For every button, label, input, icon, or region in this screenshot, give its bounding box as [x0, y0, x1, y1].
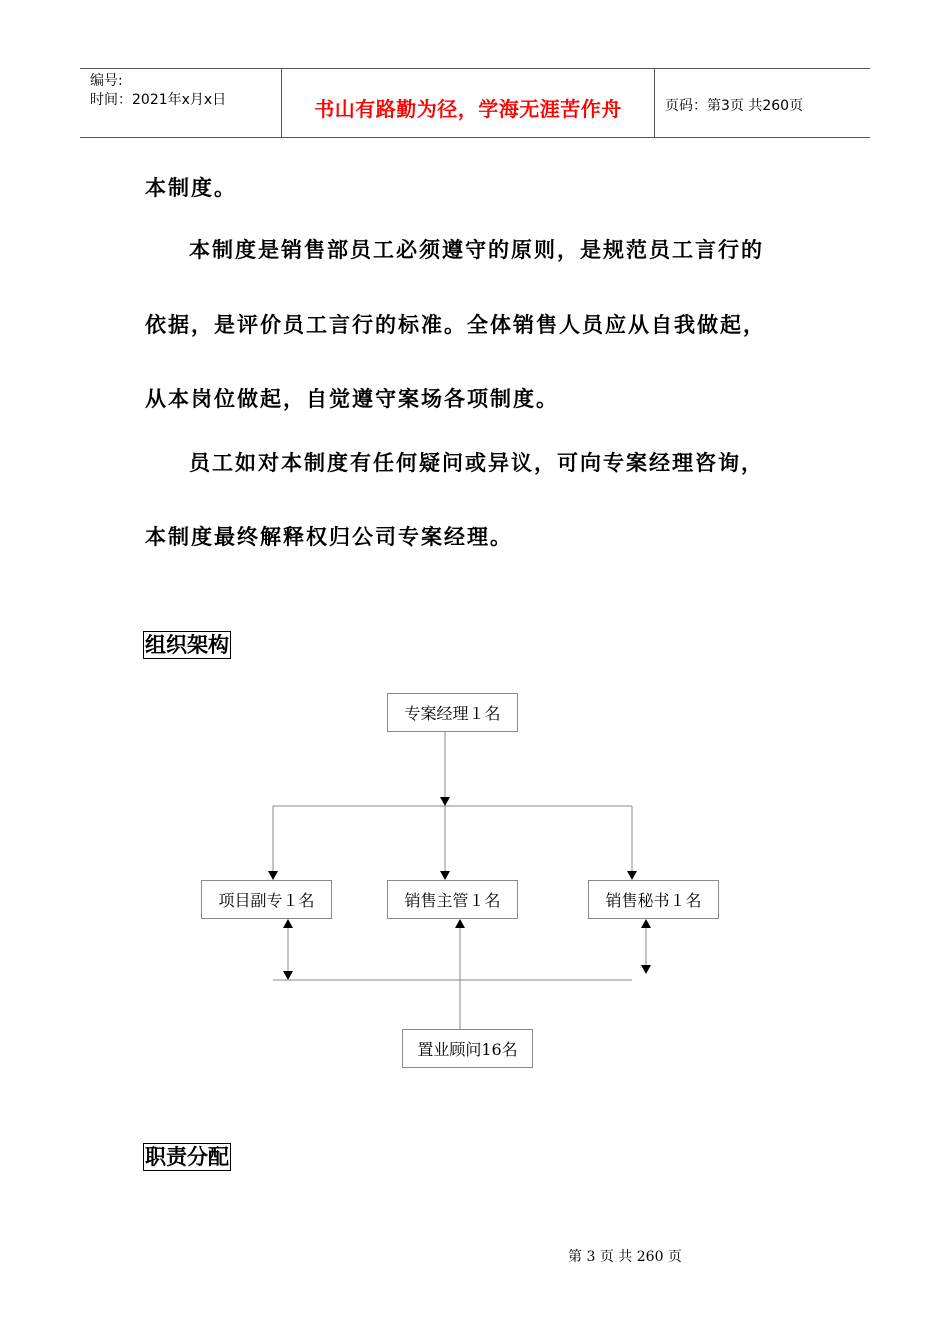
section-heading-duty: 职责分配 — [145, 1145, 229, 1169]
page-footer: 第 3 页 共 260 页 — [568, 1249, 682, 1265]
org-box-sales-supervisor: 销售主管１名 — [387, 880, 518, 919]
org-box-project-manager: 专案经理１名 — [387, 693, 518, 732]
header-page-info: 页码：第3页 共260页 — [665, 98, 804, 114]
header-motto: 书山有路勤为径，学海无涯苦作舟 — [314, 97, 622, 121]
doc-time-label: 时间：2021年x月x日 — [90, 92, 227, 108]
paragraph-line-4: 从本岗位做起，自觉遵守案场各项制度。 — [145, 387, 559, 411]
paragraph-line-5: 员工如对本制度有任何疑问或异议，可向专案经理咨询， — [189, 451, 764, 475]
paragraph-line-2: 本制度是销售部员工必须遵守的原则，是规范员工言行的 — [189, 238, 764, 262]
paragraph-line-3: 依据，是评价员工言行的标准。全体销售人员应从自我做起， — [145, 313, 766, 337]
org-box-sales-secretary: 销售秘书１名 — [588, 880, 719, 919]
section-heading-org: 组织架构 — [145, 633, 229, 657]
paragraph-line-6: 本制度最终解释权归公司专案经理。 — [145, 525, 513, 549]
org-box-property-consultants: 置业顾问16名 — [402, 1029, 533, 1068]
paragraph-line-1: 本制度。 — [145, 176, 237, 200]
doc-number-label: 编号: — [90, 73, 123, 89]
org-box-deputy: 项目副专１名 — [201, 880, 332, 919]
